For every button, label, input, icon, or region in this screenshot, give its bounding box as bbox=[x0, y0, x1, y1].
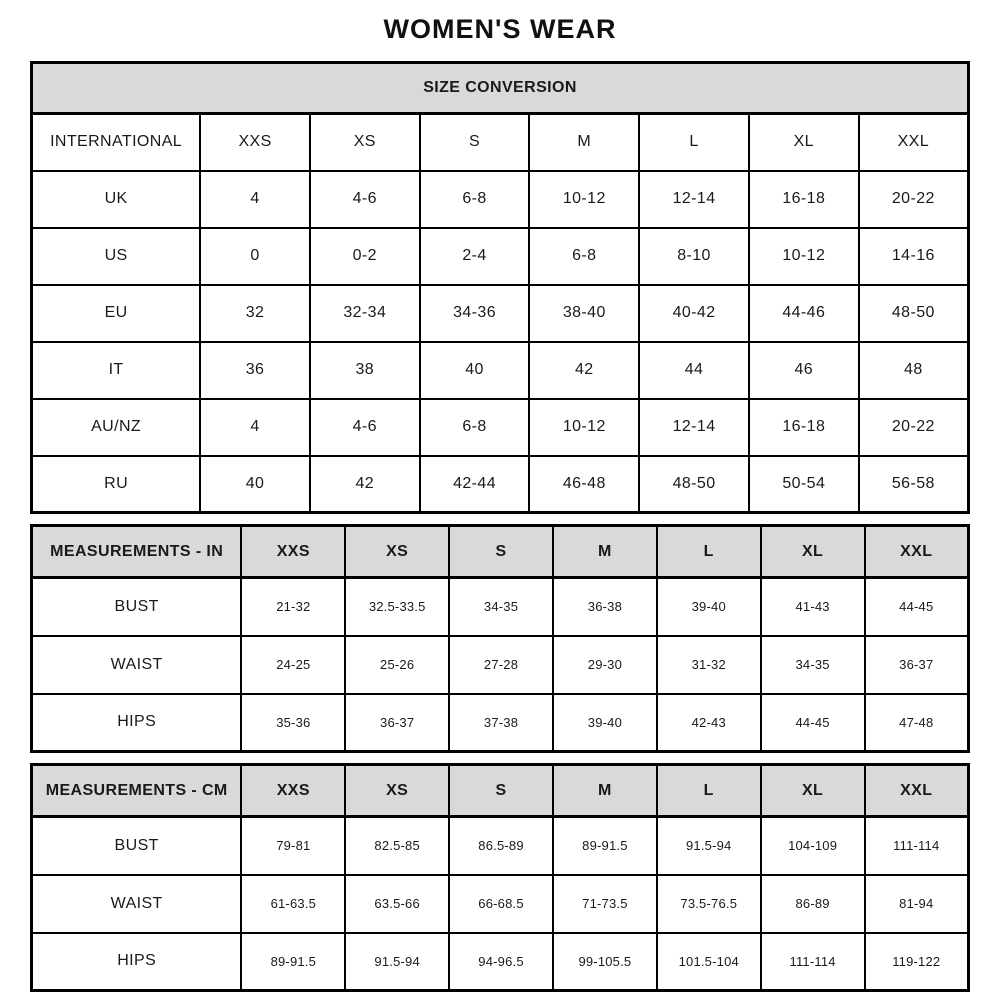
col-header-xxs: XXS bbox=[241, 765, 345, 817]
measurement-value-cell: 82.5-85 bbox=[345, 817, 449, 875]
region-label: EU bbox=[32, 285, 201, 342]
table-row-hips-cm bbox=[32, 933, 969, 991]
measurements-in-table bbox=[30, 524, 970, 753]
table-row-bust-cm bbox=[32, 817, 969, 875]
table-row-waist-in bbox=[32, 636, 969, 694]
size-value-cell: 44 bbox=[639, 342, 749, 399]
measurement-value-cell: 24-25 bbox=[241, 636, 345, 694]
size-value-cell: 10-12 bbox=[529, 171, 639, 228]
measurement-value-cell: 31-32 bbox=[657, 636, 761, 694]
col-header-xxl: XXL bbox=[865, 526, 969, 578]
col-header-s: S bbox=[449, 526, 553, 578]
tables-container bbox=[30, 61, 970, 992]
size-conversion-title: SIZE CONVERSION bbox=[32, 63, 969, 114]
size-value-cell: 0-2 bbox=[310, 228, 420, 285]
measurement-value-cell: 86-89 bbox=[761, 875, 865, 933]
size-value-cell: 16-18 bbox=[749, 399, 859, 456]
measurement-label: WAIST bbox=[32, 636, 242, 694]
size-value-cell: 8-10 bbox=[639, 228, 749, 285]
measurement-value-cell: 27-28 bbox=[449, 636, 553, 694]
col-header-xl: XL bbox=[749, 114, 859, 171]
size-value-cell: 44-46 bbox=[749, 285, 859, 342]
col-header-xs: XS bbox=[345, 765, 449, 817]
measurement-value-cell: 39-40 bbox=[657, 578, 761, 636]
measurement-value-cell: 21-32 bbox=[241, 578, 345, 636]
measurement-value-cell: 39-40 bbox=[553, 694, 657, 752]
measurement-value-cell: 35-36 bbox=[241, 694, 345, 752]
measurement-value-cell: 119-122 bbox=[865, 933, 969, 991]
measurement-value-cell: 41-43 bbox=[761, 578, 865, 636]
size-value-cell: 46 bbox=[749, 342, 859, 399]
size-value-cell: 48-50 bbox=[859, 285, 969, 342]
size-value-cell: 14-16 bbox=[859, 228, 969, 285]
measurement-value-cell: 32.5-33.5 bbox=[345, 578, 449, 636]
measurement-value-cell: 63.5-66 bbox=[345, 875, 449, 933]
measurement-value-cell: 44-45 bbox=[865, 578, 969, 636]
size-value-cell: 10-12 bbox=[749, 228, 859, 285]
size-value-cell: 46-48 bbox=[529, 456, 639, 513]
size-value-cell: 42-44 bbox=[420, 456, 530, 513]
size-value-cell: 6-8 bbox=[529, 228, 639, 285]
measurement-value-cell: 111-114 bbox=[761, 933, 865, 991]
size-value-cell: 4-6 bbox=[310, 399, 420, 456]
measurement-label: HIPS bbox=[32, 694, 242, 752]
measurement-label: BUST bbox=[32, 578, 242, 636]
size-value-cell: 12-14 bbox=[639, 171, 749, 228]
measurement-value-cell: 73.5-76.5 bbox=[657, 875, 761, 933]
size-value-cell: 38-40 bbox=[529, 285, 639, 342]
measurement-value-cell: 79-81 bbox=[241, 817, 345, 875]
measurements-in-title: MEASUREMENTS - IN bbox=[32, 526, 242, 578]
size-value-cell: 40 bbox=[200, 456, 310, 513]
table-row-bust-in bbox=[32, 578, 969, 636]
col-header-xxl: XXL bbox=[865, 765, 969, 817]
measurement-value-cell: 94-96.5 bbox=[449, 933, 553, 991]
size-value-cell: 40 bbox=[420, 342, 530, 399]
size-conversion-table bbox=[30, 61, 970, 514]
col-header-xxs: XXS bbox=[200, 114, 310, 171]
measurement-value-cell: 25-26 bbox=[345, 636, 449, 694]
col-header-m: M bbox=[553, 526, 657, 578]
measurement-value-cell: 34-35 bbox=[449, 578, 553, 636]
size-value-cell: 42 bbox=[529, 342, 639, 399]
measurement-label: HIPS bbox=[32, 933, 242, 991]
col-header-s: S bbox=[449, 765, 553, 817]
size-value-cell: 2-4 bbox=[420, 228, 530, 285]
size-value-cell: 48 bbox=[859, 342, 969, 399]
measurement-value-cell: 36-38 bbox=[553, 578, 657, 636]
region-label: AU/NZ bbox=[32, 399, 201, 456]
measurement-value-cell: 44-45 bbox=[761, 694, 865, 752]
measurement-value-cell: 37-38 bbox=[449, 694, 553, 752]
size-value-cell: 36 bbox=[200, 342, 310, 399]
table-row-aunz bbox=[32, 399, 969, 456]
size-value-cell: 4 bbox=[200, 171, 310, 228]
size-value-cell: 6-8 bbox=[420, 399, 530, 456]
size-value-cell: 6-8 bbox=[420, 171, 530, 228]
table-row-uk bbox=[32, 171, 969, 228]
size-conversion-column-row bbox=[32, 114, 969, 171]
size-conversion-banner-row bbox=[32, 63, 969, 114]
col-header-xl: XL bbox=[761, 526, 865, 578]
measurement-value-cell: 91.5-94 bbox=[657, 817, 761, 875]
measurement-value-cell: 111-114 bbox=[865, 817, 969, 875]
size-value-cell: 50-54 bbox=[749, 456, 859, 513]
measurement-value-cell: 29-30 bbox=[553, 636, 657, 694]
col-header-xxs: XXS bbox=[241, 526, 345, 578]
size-value-cell: 42 bbox=[310, 456, 420, 513]
size-value-cell: 10-12 bbox=[529, 399, 639, 456]
col-header-l: L bbox=[657, 765, 761, 817]
col-header-xs: XS bbox=[345, 526, 449, 578]
measurement-value-cell: 86.5-89 bbox=[449, 817, 553, 875]
table-row-it bbox=[32, 342, 969, 399]
table-row-us bbox=[32, 228, 969, 285]
size-value-cell: 16-18 bbox=[749, 171, 859, 228]
measurement-value-cell: 66-68.5 bbox=[449, 875, 553, 933]
measurement-value-cell: 36-37 bbox=[345, 694, 449, 752]
size-value-cell: 4-6 bbox=[310, 171, 420, 228]
measurement-value-cell: 42-43 bbox=[657, 694, 761, 752]
region-label: RU bbox=[32, 456, 201, 513]
page-title: WOMEN'S WEAR bbox=[383, 14, 617, 44]
size-value-cell: 40-42 bbox=[639, 285, 749, 342]
col-header-xxl: XXL bbox=[859, 114, 969, 171]
size-value-cell: 56-58 bbox=[859, 456, 969, 513]
measurement-value-cell: 101.5-104 bbox=[657, 933, 761, 991]
size-value-cell: 32 bbox=[200, 285, 310, 342]
table-row-waist-cm bbox=[32, 875, 969, 933]
measurement-value-cell: 91.5-94 bbox=[345, 933, 449, 991]
col-header-xs: XS bbox=[310, 114, 420, 171]
size-value-cell: 20-22 bbox=[859, 171, 969, 228]
measurement-value-cell: 89-91.5 bbox=[553, 817, 657, 875]
measurement-value-cell: 71-73.5 bbox=[553, 875, 657, 933]
measurement-value-cell: 89-91.5 bbox=[241, 933, 345, 991]
col-header-l: L bbox=[639, 114, 749, 171]
region-label: US bbox=[32, 228, 201, 285]
size-value-cell: 20-22 bbox=[859, 399, 969, 456]
col-header-m: M bbox=[529, 114, 639, 171]
table-row-hips-in bbox=[32, 694, 969, 752]
table-row-eu bbox=[32, 285, 969, 342]
col-header-s: S bbox=[420, 114, 530, 171]
size-value-cell: 4 bbox=[200, 399, 310, 456]
size-value-cell: 34-36 bbox=[420, 285, 530, 342]
size-value-cell: 0 bbox=[200, 228, 310, 285]
measurement-value-cell: 104-109 bbox=[761, 817, 865, 875]
measurement-label: WAIST bbox=[32, 875, 242, 933]
measurement-value-cell: 36-37 bbox=[865, 636, 969, 694]
region-label: IT bbox=[32, 342, 201, 399]
measurements-cm-table bbox=[30, 763, 970, 992]
col-header-xl: XL bbox=[761, 765, 865, 817]
measurement-value-cell: 99-105.5 bbox=[553, 933, 657, 991]
size-value-cell: 38 bbox=[310, 342, 420, 399]
region-label: UK bbox=[32, 171, 201, 228]
size-value-cell: 48-50 bbox=[639, 456, 749, 513]
measurement-value-cell: 61-63.5 bbox=[241, 875, 345, 933]
measurement-value-cell: 47-48 bbox=[865, 694, 969, 752]
col-header-international: INTERNATIONAL bbox=[32, 114, 201, 171]
table-row-ru bbox=[32, 456, 969, 513]
measurements-cm-title: MEASUREMENTS - CM bbox=[32, 765, 242, 817]
measurement-label: BUST bbox=[32, 817, 242, 875]
size-value-cell: 12-14 bbox=[639, 399, 749, 456]
col-header-l: L bbox=[657, 526, 761, 578]
measurements-in-header-row bbox=[32, 526, 969, 578]
size-value-cell: 32-34 bbox=[310, 285, 420, 342]
measurement-value-cell: 34-35 bbox=[761, 636, 865, 694]
measurement-value-cell: 81-94 bbox=[865, 875, 969, 933]
measurements-cm-header-row bbox=[32, 765, 969, 817]
col-header-m: M bbox=[553, 765, 657, 817]
